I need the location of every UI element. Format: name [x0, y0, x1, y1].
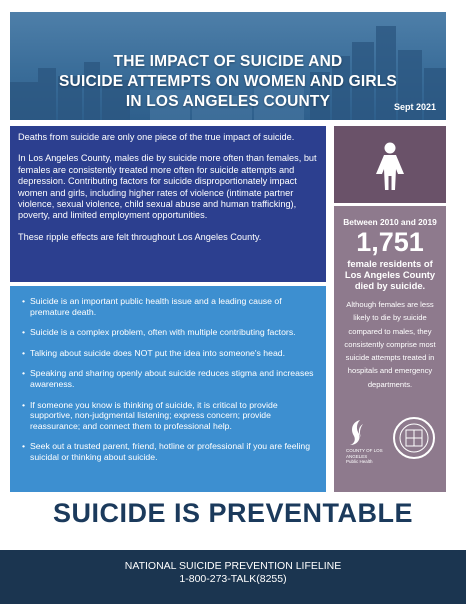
stat-period: Between 2010 and 2019 — [343, 217, 437, 227]
publication-date: Sept 2021 — [393, 102, 436, 112]
facts-panel — [10, 286, 326, 492]
intro-paragraph: Deaths from suicide are only one piece of the true impact of suicide. — [18, 132, 295, 142]
stat-body: Although females are less likely to die by suicide compared to males, they consistently comprise most suicide attempts treated in hospitals and emergency departments. — [344, 300, 436, 389]
lifeline-footer — [0, 550, 466, 604]
county-seal-icon — [392, 416, 436, 460]
facts-list — [22, 296, 318, 463]
fact-item: • Speaking and sharing openly about suicide reduces stigma and increases awareness. — [22, 368, 318, 389]
stats-icon-area — [334, 126, 446, 206]
public-health-logo — [346, 418, 366, 446]
intro-panel — [10, 126, 326, 282]
female-figure-icon — [374, 142, 406, 190]
stat-caption: female residents of Los Angeles County died by suicide. — [344, 258, 436, 291]
intro-paragraph: In Los Angeles County, males die by suicide more often than females, but females are consistently treated more often for suicide attempts and depression. Contributing factors for suicide disproportionately impact women and girls, including higher rates of violence (intimate partner violence, sexual violence, child sexual abuse and human trafficking), poverty, and limited employment opportunities. — [18, 153, 317, 221]
stat-number: 1,751 — [356, 227, 424, 257]
fact-item: • Suicide is an important public health issue and a leading cause of premature death. — [22, 296, 318, 317]
fact-item: • Seek out a trusted parent, friend, hotline or professional if you are feeling suicidal or thinking about suicide. — [22, 441, 318, 462]
fact-item: • Talking about suicide does NOT put the idea into someone's head. — [22, 348, 318, 359]
fact-item: • If someone you know is thinking of suicide, it is critical to provide supportive, non-judgmental listening; express concern; provide reassurance; and connect them to professional help. — [22, 400, 318, 432]
lifeline-name: NATIONAL SUICIDE PREVENTION LIFELINE — [124, 560, 342, 572]
stats-panel — [334, 126, 446, 492]
lifeline-phone: 1-800-273-TALK(8255) — [179, 573, 287, 585]
title-line-1: THE IMPACT OF SUICIDE AND — [113, 53, 343, 70]
title-line-3: IN LOS ANGELES COUNTY — [125, 93, 331, 110]
intro-paragraph: These ripple effects are felt throughout Los Angeles County. — [18, 231, 262, 242]
banner-title — [10, 52, 446, 112]
title-line-2: SUICIDE ATTEMPTS ON WOMEN AND GIRLS — [59, 73, 397, 90]
fact-item: • Suicide is a complex problem, often with multiple contributing factors. — [22, 327, 318, 338]
slogan-heading: SUICIDE IS PREVENTABLE — [52, 498, 414, 528]
header-banner — [10, 12, 446, 120]
public-health-logo-text: COUNTY OF LOS ANGELES Public Health — [346, 448, 383, 464]
